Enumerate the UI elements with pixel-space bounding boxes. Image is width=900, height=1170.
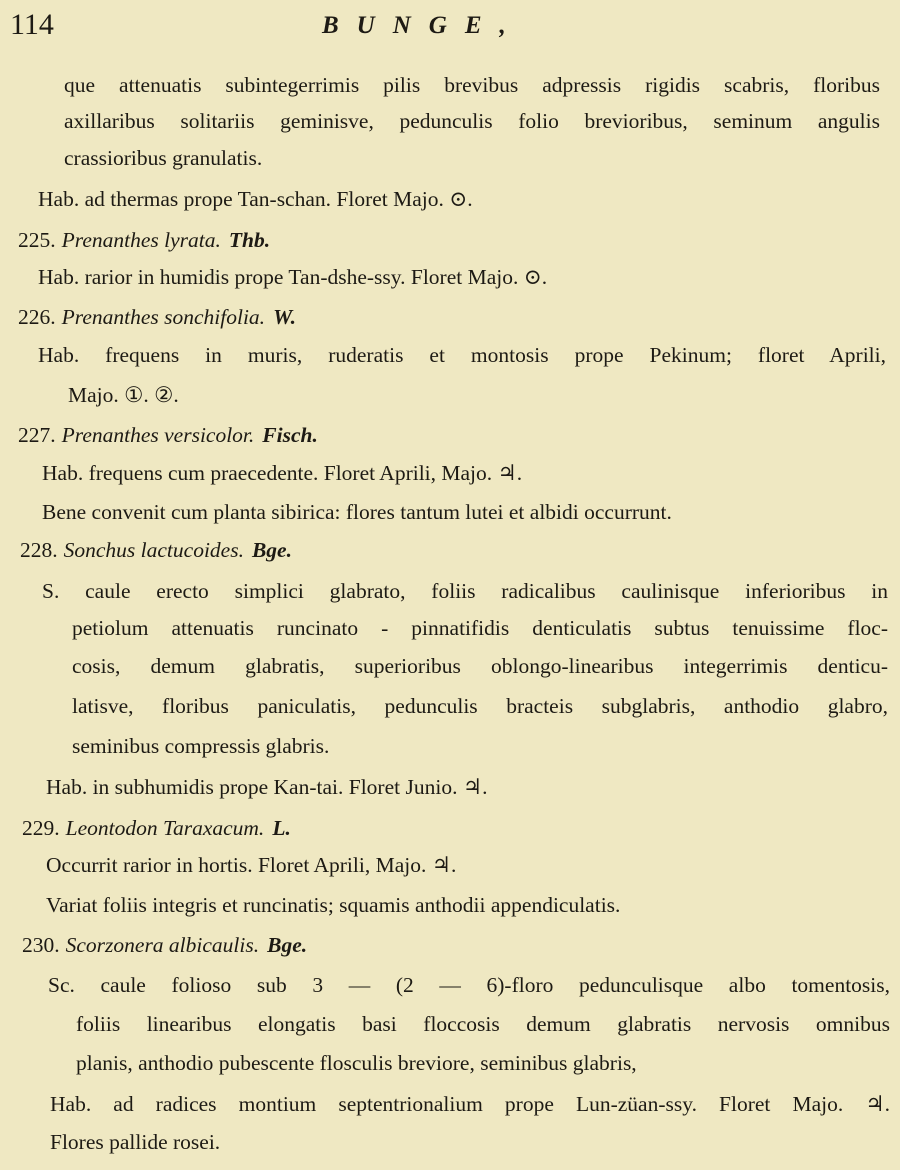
entry-number: 225. xyxy=(18,228,56,252)
species-name: Leontodon Taraxacum. xyxy=(65,816,265,840)
entry-number: 227. xyxy=(18,423,56,447)
text-line: que attenuatis subintegerrimis pilis brevibus adpressis rigidis scabris, floribus xyxy=(64,73,880,97)
species-entry xyxy=(18,420,318,450)
species-author: Bge. xyxy=(267,933,308,957)
entry-number: 226. xyxy=(18,305,56,329)
text-line: axillaribus solitariis geminisve, pedunculis folio brevioribus, seminum angulis xyxy=(64,109,880,133)
note-line: Bene convenit cum planta sibirica: flores tantum lutei et albidi occurrunt. xyxy=(42,500,672,524)
description-line: foliis linearibus elongatis basi floccosis demum glabratis nervosis omnibus xyxy=(76,1012,890,1036)
habitat-line: Hab. ad radices montium septentrionalium prope Lun-züan-ssy. Floret Majo. ♃. xyxy=(50,1092,890,1116)
species-name: Prenanthes sonchifolia. xyxy=(61,305,266,329)
entry-number: 229. xyxy=(22,816,60,840)
species-name: Prenanthes lyrata. xyxy=(61,228,221,252)
page-number: 114 xyxy=(10,8,54,41)
note-line: Flores pallide rosei. xyxy=(50,1130,221,1154)
species-name: Prenanthes versicolor. xyxy=(61,423,255,447)
species-author: Fisch. xyxy=(262,423,318,447)
species-name: Scorzonera albicaulis. xyxy=(65,933,260,957)
entry-number: 228. xyxy=(20,538,58,562)
text-line: crassioribus granulatis. xyxy=(64,146,263,170)
habitat-line: Hab. rarior in humidis prope Tan-dshe-ssy. Floret Majo. ⊙. xyxy=(38,265,548,289)
species-author: Thb. xyxy=(228,228,271,252)
species-name: Sonchus lactucoides. xyxy=(63,538,244,562)
description-line: seminibus compressis glabris. xyxy=(72,734,330,758)
text-line: Majo. ①. ②. xyxy=(68,383,179,407)
description-line: petiolum attenuatis runcinato - pinnatifidis denticulatis subtus tenuissime floc- xyxy=(72,616,888,640)
description-line: cosis, demum glabratis, superioribus oblongo-linearibus integerrimis denticu- xyxy=(72,654,888,678)
description-line: Sc. caule folioso sub 3 — (2 — 6)-floro pedunculisque albo tomentosis, xyxy=(48,973,890,997)
species-author: L. xyxy=(272,816,291,840)
description-line: latisve, floribus paniculatis, pedunculis bracteis subglabris, anthodio glabro, xyxy=(72,694,888,718)
description-line: S. caule erecto simplici glabrato, foliis radicalibus caulinisque inferioribus in xyxy=(42,579,888,603)
note-line: Variat foliis integris et runcinatis; squamis anthodii appendiculatis. xyxy=(46,893,621,917)
habitat-line: Hab. frequens cum praecedente. Floret Aprili, Majo. ♃. xyxy=(42,461,523,485)
species-entry xyxy=(20,535,292,565)
habitat-line: Hab. in subhumidis prope Kan-tai. Floret Junio. ♃. xyxy=(46,775,488,799)
species-author: W. xyxy=(273,305,296,329)
entry-number: 230. xyxy=(22,933,60,957)
habitat-line: Hab. frequens in muris, ruderatis et montosis prope Pekinum; floret Aprili, xyxy=(38,343,886,367)
species-entry xyxy=(18,225,270,255)
page-header xyxy=(10,8,890,52)
description-line: planis, anthodio pubescente flosculis breviore, seminibus glabris, xyxy=(76,1051,637,1075)
habitat-line: Occurrit rarior in hortis. Floret Aprili, Majo. ♃. xyxy=(46,853,457,877)
species-entry xyxy=(22,930,307,960)
habitat-line: Hab. ad thermas prope Tan-schan. Floret Majo. ⊙. xyxy=(38,187,473,211)
species-author: Bge. xyxy=(251,538,292,562)
species-entry xyxy=(18,302,296,332)
running-title: BUNGE, xyxy=(322,12,524,39)
species-entry xyxy=(22,813,291,843)
